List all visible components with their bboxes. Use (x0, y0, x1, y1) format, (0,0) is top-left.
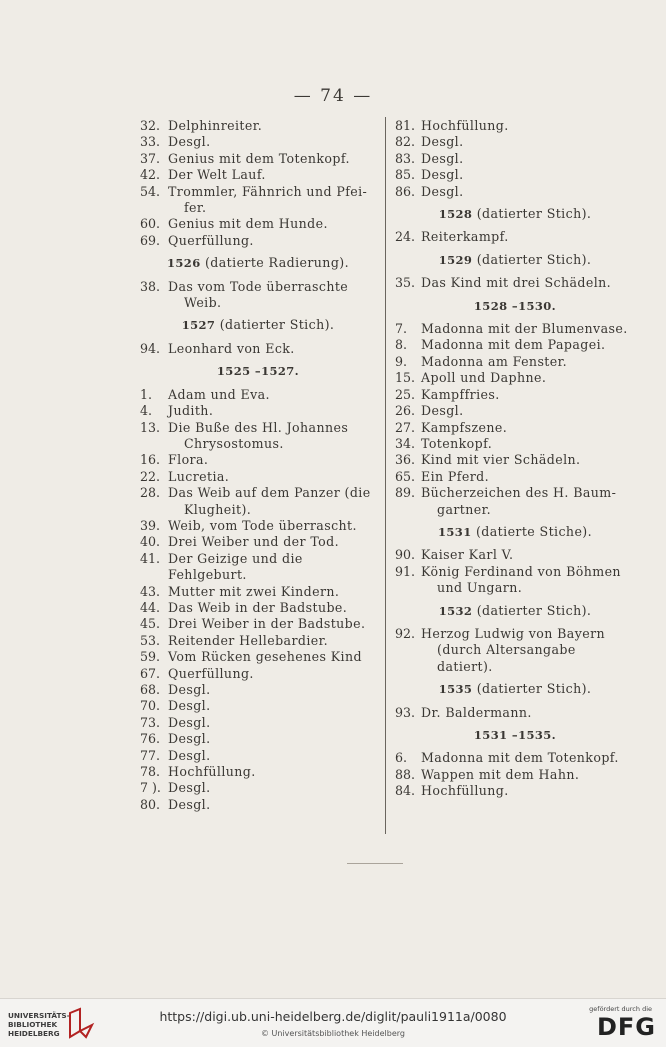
end-rule (347, 863, 403, 864)
section-heading (395, 681, 635, 697)
entry-number: 7. (395, 321, 408, 337)
catalog-entry (395, 767, 635, 783)
section-heading (395, 603, 635, 619)
catalog-entry (395, 337, 635, 353)
entry-number: 28. (140, 485, 161, 501)
entry-text: Kaiser Karl V. (421, 547, 514, 563)
entry-title (168, 134, 376, 150)
permalink-url[interactable]: https://digi.ub.uni-heidelberg.de/diglit/pauli1911a/0080 (159, 1009, 507, 1024)
entry-text: Totenkopf. (421, 435, 493, 451)
catalog-entry (140, 616, 376, 632)
catalog-entry (140, 666, 376, 682)
catalog-entry (140, 469, 376, 485)
entry-number: 81. (395, 118, 416, 133)
entry-number: 73. (140, 714, 161, 730)
entry-text: Kampffries. (421, 386, 500, 402)
heading-label: (datierter Stich). (472, 206, 592, 222)
entry-text: Hochfüllung. (421, 118, 509, 133)
entry-text: Reiterkampf. (421, 229, 509, 245)
section-heading (395, 298, 635, 314)
entry-title (168, 633, 376, 649)
entry-text: Drei Weiber in der Badstube. (168, 616, 366, 632)
entry-title (421, 275, 635, 291)
entry-number: 4. (140, 403, 153, 419)
page-number: — 74 — (293, 86, 373, 106)
entry-number: 1. (140, 386, 153, 402)
entry-text: Weib, vom Tode überrascht. (168, 517, 357, 533)
heading-label: (datierte Radierung). (200, 255, 350, 271)
entry-number: 8. (395, 337, 408, 353)
entry-number: 34. (395, 435, 416, 451)
entry-text: Die Buße des Hl. Johannes (168, 419, 349, 435)
catalog-entry (140, 600, 376, 616)
catalog-entry (395, 370, 635, 386)
entry-number: 68. (140, 682, 161, 697)
entry-number: 85. (395, 167, 416, 183)
entry-title (168, 387, 376, 403)
catalog-entry (140, 134, 376, 150)
section-heading (140, 317, 376, 333)
entry-number: 70. (140, 698, 161, 714)
catalog-entry (140, 420, 376, 453)
catalog-entry (395, 229, 635, 245)
entry-text: Der Welt Lauf. (168, 167, 266, 183)
entry-number: 41. (140, 550, 161, 566)
entry-number: 15. (395, 370, 416, 386)
funding-note: gefördert durch die (589, 1005, 652, 1013)
entry-title (421, 750, 635, 766)
entry-text: Delphinreiter. (168, 118, 263, 133)
entry-number: 78. (140, 764, 161, 780)
entry-number: 60. (140, 216, 161, 232)
entry-number: 27. (395, 419, 416, 435)
entry-title (168, 780, 376, 796)
entry-title (421, 229, 635, 245)
entry-title (168, 600, 376, 616)
catalog-entry (140, 387, 376, 403)
entry-title (421, 370, 635, 386)
entry-title (168, 731, 376, 747)
entry-text: Das vom Tode überraschte (168, 278, 349, 294)
entry-number: 59. (140, 649, 161, 665)
entry-number: 9. (395, 353, 408, 369)
catalog-entry (395, 750, 635, 766)
entry-title (168, 764, 376, 780)
entry-text: Dr. Baldermann. (421, 704, 532, 720)
catalog-entry (395, 564, 635, 597)
entry-text: Das Kind mit drei Schädeln. (421, 275, 612, 291)
catalog-entry (140, 551, 376, 584)
catalog-entry (140, 633, 376, 649)
catalog-entry (395, 134, 635, 150)
catalog-entry (395, 184, 635, 200)
right-column (395, 118, 635, 800)
entry-title (168, 666, 376, 682)
section-heading (395, 727, 635, 743)
entry-number: 82. (395, 134, 416, 150)
section-heading (140, 363, 376, 379)
library-line: BIBLIOTHEK (8, 1019, 58, 1029)
heading-year: 1531 –1535. (473, 728, 557, 742)
entry-text: Desgl. (168, 134, 211, 150)
entry-title (421, 387, 635, 403)
heading-year: 1535 (438, 682, 473, 697)
catalog-entry (140, 764, 376, 780)
entry-text: Judith. (168, 403, 214, 419)
entry-title (421, 626, 635, 675)
entry-text: Das Weib auf dem Panzer (die (168, 485, 371, 501)
section-heading (395, 524, 635, 540)
entry-title (421, 452, 635, 468)
entry-number: 26. (395, 403, 416, 419)
catalog-entry (140, 584, 376, 600)
entry-text: Desgl. (421, 403, 464, 419)
catalog-entry (395, 705, 635, 721)
heading-year: 1531 (437, 524, 472, 539)
entry-number: 24. (395, 229, 416, 245)
entry-number: 33. (140, 134, 161, 150)
entry-text: Madonna mit dem Papagei. (421, 337, 606, 353)
heading-year: 1527 (181, 318, 216, 333)
entry-title (421, 547, 635, 563)
entry-text: Desgl. (168, 796, 211, 812)
entry-title (168, 167, 376, 183)
entry-text: Hochfüllung. (421, 783, 509, 799)
entry-number: 38. (140, 278, 161, 294)
entry-number: 36. (395, 452, 416, 468)
entry-number: 44. (140, 599, 161, 615)
entry-number: 65. (395, 468, 416, 484)
catalog-entry (140, 452, 376, 468)
entry-text: Desgl. (168, 714, 211, 730)
entry-text: Leonhard von Eck. (168, 340, 295, 356)
heading-label: (datierter Stich). (472, 681, 592, 697)
heading-year: 1532 (438, 603, 473, 618)
entry-number: 40. (140, 534, 161, 550)
entry-title (168, 184, 376, 217)
catalog-entry (140, 748, 376, 764)
heading-label: (datierter Stich). (472, 602, 592, 618)
entry-text: Desgl. (421, 134, 464, 150)
entry-text: Desgl. (168, 731, 211, 747)
entry-text: Apoll und Daphne. (421, 370, 547, 386)
entry-continuation: und Ungarn. (437, 580, 523, 596)
catalog-entry (395, 275, 635, 291)
entry-text: Lucretia. (168, 468, 230, 484)
catalog-entry (140, 780, 376, 796)
catalog-entry (395, 436, 635, 452)
entry-text: Wappen mit dem Hahn. (421, 766, 580, 782)
entry-text: Trommler, Fähnrich und Pfei- (168, 183, 368, 199)
entry-text: Desgl. (421, 150, 464, 166)
entry-title (421, 485, 635, 518)
entry-text: Bücherzeichen des H. Baum- (421, 485, 617, 501)
entry-number: 94. (140, 340, 161, 356)
entry-number: 91. (395, 563, 416, 579)
left-column (140, 118, 376, 813)
entry-number: 16. (140, 452, 161, 468)
entry-text: Der Geizige und die Fehlgeburt. (168, 550, 303, 583)
entry-number: 22. (140, 468, 161, 484)
entry-number: 93. (395, 704, 416, 720)
entry-text: Desgl. (421, 167, 464, 183)
heading-year: 1528 –1530. (473, 298, 557, 313)
heading-year: 1529 (438, 252, 473, 267)
entry-text: Herzog Ludwig von Bayern (421, 625, 606, 641)
entry-title (421, 469, 635, 485)
section-heading (395, 206, 635, 222)
entry-number: 84. (395, 783, 416, 799)
column-divider (385, 117, 386, 834)
entry-number: 6. (395, 750, 408, 766)
entry-text: Desgl. (421, 183, 464, 199)
entry-text: Flora. (168, 452, 209, 468)
catalog-entry (395, 321, 635, 337)
entry-text: Desgl. (168, 780, 211, 796)
catalog-entry (140, 682, 376, 698)
heading-label: (datierter Stich). (215, 317, 335, 333)
entry-title (168, 341, 376, 357)
entry-continuation: fer. (184, 200, 207, 216)
dfg-logo: DFG (596, 1013, 656, 1041)
entry-number: 7 ). (140, 780, 161, 796)
entry-title (168, 469, 376, 485)
entry-text: Genius mit dem Hunde. (168, 216, 328, 232)
entry-text: Desgl. (168, 682, 211, 697)
entry-title (168, 118, 376, 134)
entry-number: 37. (140, 150, 161, 166)
entry-number: 32. (140, 118, 161, 133)
heading-year: 1525 –1527. (216, 364, 300, 379)
entry-title (168, 616, 376, 632)
entry-number: 80. (140, 796, 161, 812)
catalog-entry (395, 118, 635, 134)
entry-title (421, 354, 635, 370)
entry-title (168, 216, 376, 232)
catalog-entry (140, 216, 376, 232)
catalog-entry (395, 547, 635, 563)
entry-title (421, 151, 635, 167)
entry-title (421, 118, 635, 134)
catalog-entry (140, 403, 376, 419)
catalog-entry (395, 452, 635, 468)
entry-number: 53. (140, 632, 161, 648)
entry-number: 90. (395, 547, 416, 563)
heading-year: 1526 (166, 256, 201, 271)
entry-text: Querfüllung. (168, 665, 254, 681)
entry-title (421, 767, 635, 783)
entry-text: Vom Rücken gesehenes Kind (168, 649, 362, 665)
entry-title (168, 551, 376, 584)
entry-text: Madonna mit dem Totenkopf. (421, 750, 619, 766)
entry-title (421, 783, 635, 799)
entry-text: Kind mit vier Schädeln. (421, 452, 581, 468)
entry-number: 67. (140, 665, 161, 681)
catalog-entry (140, 797, 376, 813)
entry-text: Madonna am Fenster. (421, 353, 568, 369)
entry-title (168, 649, 376, 665)
catalog-entry (140, 731, 376, 747)
entry-number: 76. (140, 731, 161, 747)
entry-title (421, 403, 635, 419)
heading-label: (datierte Stiche). (471, 523, 593, 539)
entry-number: 42. (140, 167, 161, 183)
entry-title (168, 584, 376, 600)
entry-continuation: gartner. (437, 501, 492, 517)
catalog-entry (140, 151, 376, 167)
entry-number: 88. (395, 766, 416, 782)
entry-text: Desgl. (168, 747, 211, 763)
catalog-entry (395, 151, 635, 167)
catalog-entry (395, 403, 635, 419)
catalog-entry (395, 469, 635, 485)
library-line: HEIDELBERG (8, 1028, 60, 1038)
entry-text: Querfüllung. (168, 232, 254, 248)
entry-number: 69. (140, 232, 161, 248)
footer-bar (0, 998, 666, 1047)
entry-continuation: (durch Altersangabe datiert). (437, 642, 576, 674)
entry-title (168, 403, 376, 419)
entry-text: Drei Weiber und der Tod. (168, 534, 340, 550)
entry-number: 25. (395, 386, 416, 402)
entry-title (421, 321, 635, 337)
entry-text: Reitender Hellebardier. (168, 632, 329, 648)
entry-text: Genius mit dem Totenkopf. (168, 150, 350, 166)
entry-title (421, 705, 635, 721)
catalog-entry (395, 354, 635, 370)
catalog-entry (140, 279, 376, 312)
section-heading (395, 252, 635, 268)
catalog-entry (140, 649, 376, 665)
entry-continuation: Chrysostomus. (184, 435, 284, 451)
entry-title (168, 518, 376, 534)
entry-title (168, 534, 376, 550)
catalog-entry (395, 626, 635, 675)
entry-title (168, 485, 376, 518)
entry-title (168, 233, 376, 249)
entry-text: Madonna mit der Blumenvase. (421, 321, 628, 337)
entry-number: 54. (140, 183, 161, 199)
entry-text: Kampfszene. (421, 419, 508, 435)
catalog-entry (140, 184, 376, 217)
entry-title (421, 184, 635, 200)
entry-text: Adam und Eva. (168, 386, 270, 402)
entry-text: Desgl. (168, 698, 211, 714)
entry-title (421, 134, 635, 150)
entry-title (168, 682, 376, 698)
catalog-entry (140, 167, 376, 183)
copyright-notice: © Universitätsbibliothek Heidelberg (260, 1029, 405, 1038)
entry-number: 13. (140, 419, 161, 435)
entry-number: 39. (140, 517, 161, 533)
catalog-entry (395, 485, 635, 518)
entry-title (168, 797, 376, 813)
entry-title (421, 420, 635, 436)
entry-continuation: Weib. (184, 295, 222, 311)
library-line: UNIVERSITÄTS- (8, 1011, 70, 1020)
entry-title (421, 436, 635, 452)
entry-title (421, 167, 635, 183)
catalog-entry (140, 518, 376, 534)
entry-text: Hochfüllung. (168, 764, 256, 780)
entry-title (421, 564, 635, 597)
entry-number: 89. (395, 485, 416, 501)
entry-text: Ein Pferd. (421, 468, 490, 484)
catalog-entry (140, 715, 376, 731)
catalog-entry (140, 485, 376, 518)
entry-continuation: Klugheit). (184, 501, 252, 517)
catalog-entry (140, 233, 376, 249)
entry-title (168, 420, 376, 453)
catalog-entry (140, 534, 376, 550)
catalog-entry (395, 420, 635, 436)
entry-number: 77. (140, 747, 161, 763)
entry-title (168, 715, 376, 731)
entry-number: 43. (140, 583, 161, 599)
entry-number: 92. (395, 625, 416, 641)
entry-title (168, 151, 376, 167)
entry-title (168, 279, 376, 312)
entry-text: Das Weib in der Badstube. (168, 599, 348, 615)
entry-number: 86. (395, 183, 416, 199)
entry-title (421, 337, 635, 353)
heading-label: (datierter Stich). (472, 251, 592, 267)
entry-text: König Ferdinand von Böhmen (421, 563, 621, 579)
section-heading (140, 255, 376, 271)
entry-text: Mutter mit zwei Kindern. (168, 583, 340, 599)
catalog-entry (140, 698, 376, 714)
entry-number: 83. (395, 150, 416, 166)
entry-number: 45. (140, 616, 161, 632)
entry-title (168, 748, 376, 764)
entry-title (168, 698, 376, 714)
catalog-entry (395, 387, 635, 403)
catalog-entry (395, 783, 635, 799)
catalog-entry (140, 341, 376, 357)
entry-number: 35. (395, 275, 416, 291)
catalog-entry (140, 118, 376, 134)
entry-title (168, 452, 376, 468)
heading-year: 1528 (438, 207, 473, 222)
catalog-entry (395, 167, 635, 183)
